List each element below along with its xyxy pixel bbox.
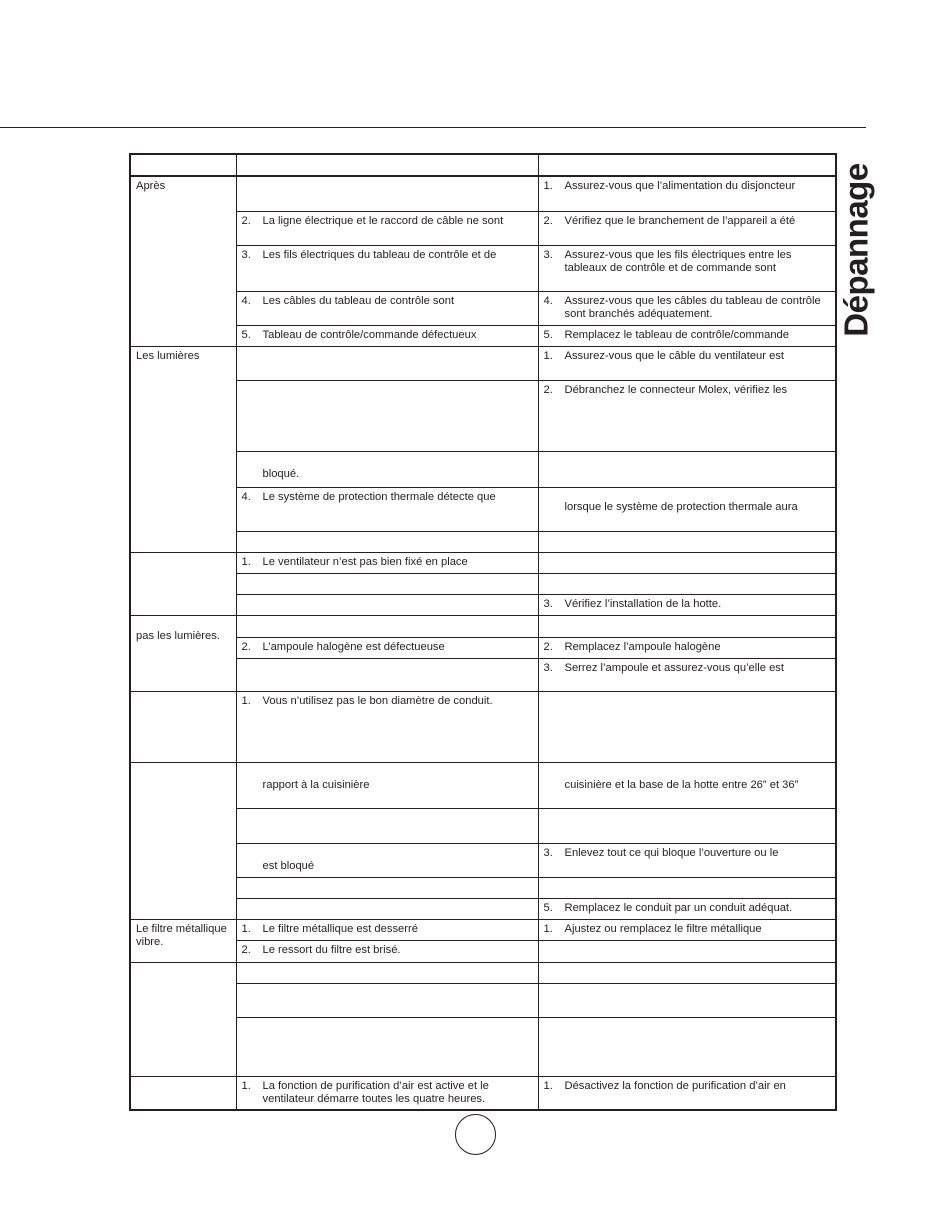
item-text: Remplacez l’ampoule halogène [564,640,721,653]
item-text: Tableau de contrôle/commande défectueux [262,328,477,341]
solution-item [544,598,831,611]
solution-item [544,350,831,363]
cause-cell [236,154,538,176]
item-number: 1. [543,180,553,192]
cause-cell [236,919,538,940]
section-title [832,160,882,340]
problem-cell [130,762,236,919]
solution-cell [538,346,836,380]
item-text: La ligne électrique et le raccord de câble ne sont [262,214,504,227]
table-row [130,291,836,325]
table-row [130,808,836,843]
problem-text [131,963,236,966]
item-number: 2. [543,214,553,227]
solution-cell [538,573,836,594]
item-number [544,779,565,792]
item-text: Le ventilateur n’est pas bien fixé en place [262,555,468,568]
item-number: 3. [543,661,553,674]
page-number-circle [455,1114,496,1155]
table-row [130,487,836,531]
item-number [242,779,263,792]
table-row [130,176,836,211]
item-number: 1. [241,1079,251,1092]
item-text: est bloqué [262,859,315,872]
item-text: lorsque le système de protection thermale aura [564,500,798,513]
item-number: 1. [543,349,553,362]
item-text: Désactivez la fonction de purification d’air en [564,1079,786,1092]
item-number: 4. [241,490,251,503]
solution-item [544,180,831,193]
solution-item [544,501,831,514]
cause-cell [236,245,538,291]
cause-cell [236,877,538,898]
solution-cell [538,380,836,451]
problem-cell [130,154,236,176]
item-number: 4. [241,294,251,307]
cause-item [242,860,533,873]
cause-item [242,295,533,308]
solution-cell [538,898,836,919]
cause-cell [236,898,538,919]
item-text: Ajustez ou remplacez le filtre métallique [564,922,762,935]
top-rule [0,127,866,128]
problem-text [131,616,236,619]
cause-cell [236,552,538,573]
solution-cell [538,487,836,531]
problem-text: Le filtre métallique vibre. [136,922,227,948]
cause-cell [236,346,538,380]
solution-cell [538,451,836,487]
problem-cell [130,919,236,962]
cause-item [242,1080,533,1106]
item-text: Vous n’utilisez pas le bon diamètre de conduit. [262,694,493,707]
troubleshooting-table [129,153,837,1111]
problem-cell [130,615,236,691]
cause-item [242,695,533,708]
solution-item [544,779,831,792]
solution-cell [538,154,836,176]
table-row [130,211,836,245]
table-row [130,983,836,1017]
solution-cell [538,962,836,983]
solution-cell [538,325,836,346]
item-number: 1. [543,922,553,935]
solution-cell [538,291,836,325]
cause-cell [236,658,538,691]
solution-cell [538,615,836,637]
table-row [130,637,836,658]
solution-cell [538,594,836,615]
solution-cell [538,843,836,877]
item-text: Débranchez le connecteur Molex, vérifiez les [564,383,788,396]
table-row [130,877,836,898]
solution-cell [538,637,836,658]
solution-cell [538,983,836,1017]
cause-item [242,215,533,228]
item-number [242,468,263,481]
solution-cell [538,1076,836,1110]
item-text: Les fils électriques du tableau de contrôle et de [262,248,497,261]
cause-item [242,329,533,342]
item-number: 1. [241,555,251,568]
cause-cell [236,211,538,245]
table-row [130,615,836,637]
solution-cell [538,658,836,691]
cause-item [242,779,533,792]
cause-cell [236,573,538,594]
problem-cell [130,552,236,615]
table-row [130,898,836,919]
problem-cell [130,962,236,1076]
cause-cell [236,594,538,615]
solution-cell [538,552,836,573]
solution-cell [538,808,836,843]
item-text: Le système de protection thermale détecte que [262,490,496,503]
item-text: La fonction de purification d’air est active et le ventilateur démarre toutes les quatre heures. [262,1079,489,1105]
table-row [130,451,836,487]
item-text: Le ressort du filtre est brisé. [262,943,401,956]
cause-cell [236,291,538,325]
solution-cell [538,940,836,962]
item-number: 1. [241,922,251,935]
solution-cell [538,691,836,762]
item-number: 3. [543,248,553,261]
cause-cell [236,176,538,211]
item-number: 4. [543,294,553,307]
cause-item [242,491,533,504]
item-number: 2. [241,640,251,653]
problem-text [131,155,236,158]
item-text: Assurez-vous que les câbles du tableau de contrôle sont branchés adéquatement. [564,294,821,320]
solution-item [544,1080,831,1093]
cause-item [242,468,533,481]
problem-cell [130,346,236,552]
cause-cell [236,1076,538,1110]
solution-item [544,902,831,915]
solution-item [544,384,831,397]
item-number: 1. [241,694,251,707]
table-row [130,940,836,962]
table-row [130,1076,836,1110]
solution-cell [538,919,836,940]
cause-cell [236,325,538,346]
solution-cell [538,762,836,808]
cause-cell [236,808,538,843]
cause-item [242,641,533,654]
item-text: L’ampoule halogène est défectueuse [262,640,445,653]
cause-item [242,923,533,936]
cause-cell [236,940,538,962]
cause-cell [236,843,538,877]
item-text: Vérifiez que le branchement de l’appareil a été [564,214,796,227]
item-text: Enlevez tout ce qui bloque l’ouverture ou le [564,846,779,859]
cause-cell [236,983,538,1017]
table-row [130,380,836,451]
solution-cell [538,245,836,291]
solution-item [544,295,831,321]
cause-cell [236,762,538,808]
problem-text [131,553,236,556]
item-number [544,501,565,514]
table-row [130,691,836,762]
cause-cell [236,637,538,658]
table-row [130,843,836,877]
item-number: 3. [543,597,553,610]
item-number: 2. [543,383,553,396]
item-number: 1. [543,1079,553,1092]
table-row [130,1017,836,1076]
problem-text: Les lumières [136,349,200,362]
item-text: Remplacez le conduit par un conduit adéquat. [564,901,793,914]
problem-text [131,1077,236,1080]
item-text: Assurez-vous que le câble du ventilateur est [564,349,785,362]
item-text: Serrez l’ampoule et assurez-vous qu’elle est [564,661,785,674]
item-number: 3. [543,846,553,859]
item-text: Assurez-vous que les fils électriques entre les tableaux de contrôle et de commande sont [564,248,792,274]
problem-text: Après [136,180,166,192]
item-number: 2. [241,943,251,956]
problem-cell [130,1076,236,1110]
item-number: 2. [543,640,553,653]
problem-cell [130,176,236,346]
cause-cell [236,1017,538,1076]
cause-cell [236,451,538,487]
table-row [130,531,836,552]
section-title-text: Dépannage [838,163,875,337]
item-text: Assurez-vous que l’alimentation du disjoncteur [564,180,796,192]
solution-cell [538,877,836,898]
cause-item [242,944,533,957]
cause-item [242,556,533,569]
solution-item [544,662,831,675]
solution-item [544,329,831,342]
table-row [130,552,836,573]
table-row [130,919,836,940]
problem-text [131,763,236,766]
solution-item [544,923,831,936]
cause-cell [236,531,538,552]
item-number: 5. [543,328,553,341]
item-number: 5. [241,328,251,341]
cause-item [242,249,533,262]
item-text: bloqué. [262,467,300,480]
solution-item [544,249,831,275]
item-text: Remplacez le tableau de contrôle/commande [564,328,789,341]
item-number: 5. [543,901,553,914]
solution-item [544,215,831,228]
problem-cell [130,691,236,762]
solution-cell [538,211,836,245]
item-text: Le filtre métallique est desserré [262,922,418,935]
solution-cell [538,1017,836,1076]
table-row [130,245,836,291]
problem-text [131,692,236,695]
solution-cell [538,176,836,211]
solution-cell [538,531,836,552]
table-row [130,594,836,615]
solution-item [544,641,831,654]
item-text: Les câbles du tableau de contrôle sont [262,294,455,307]
item-text: rapport à la cuisinière [262,778,370,791]
table-row [130,762,836,808]
cause-cell [236,380,538,451]
table-row [130,573,836,594]
item-number [242,860,263,873]
cause-cell [236,962,538,983]
table-row [130,658,836,691]
table-row [130,325,836,346]
item-text: Vérifiez l’installation de la hotte. [564,597,722,610]
cause-cell [236,691,538,762]
solution-item [544,847,831,860]
cause-cell [236,615,538,637]
table-row [130,962,836,983]
problem-text: pas les lumières. [136,629,220,642]
cause-cell [236,487,538,531]
table-header-row [130,154,836,176]
item-text: cuisinière et la base de la hotte entre 26” et 36” [564,778,799,791]
table-row [130,346,836,380]
item-number: 3. [241,248,251,261]
item-number: 2. [241,214,251,227]
